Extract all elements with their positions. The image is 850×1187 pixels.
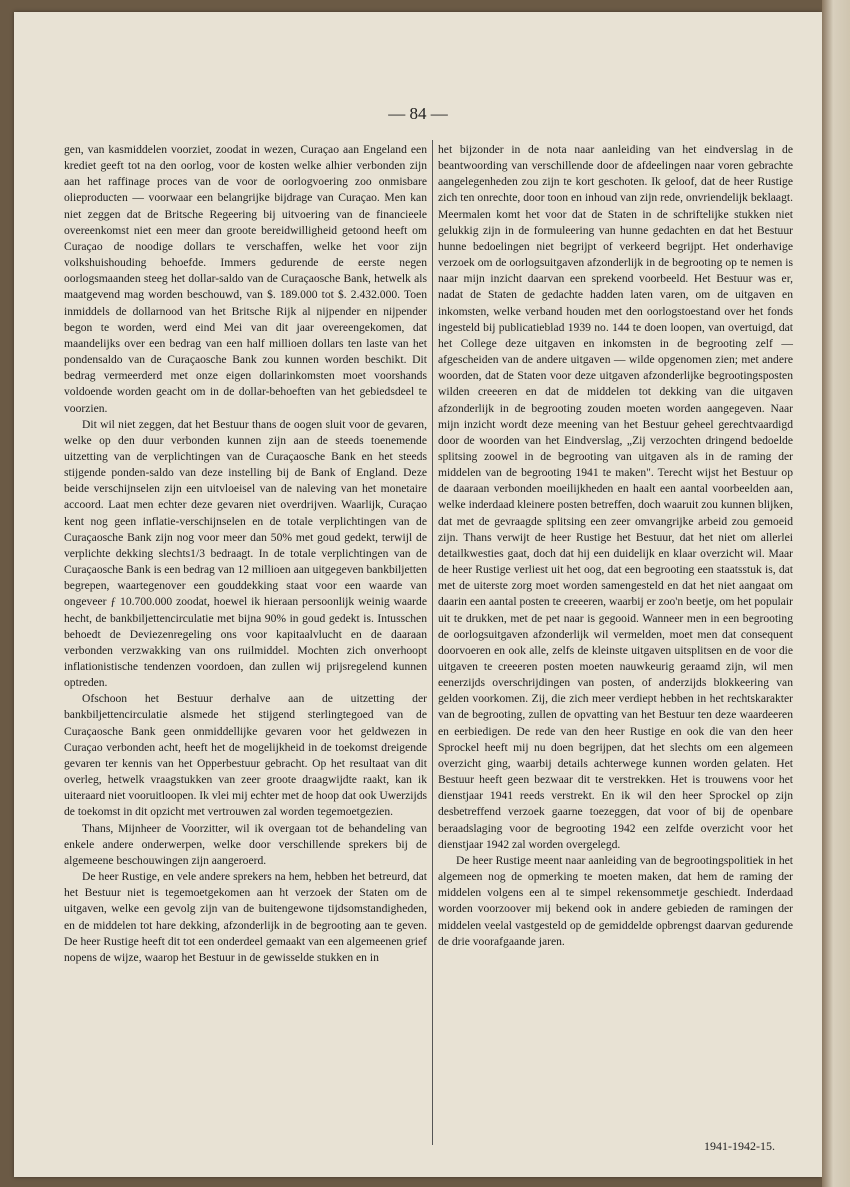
document-page (14, 12, 822, 1177)
paragraph: Ofschoon het Bestuur derhalve aan de uitzetting der bankbiljettencirculatie alsmede het stijgend sterlingtegoed van de Curaçaosche Bank geen onmiddellijke gevaren voor het geldwezen in Curaçao verbonden acht, heeft het de mogelijkheid in de toekomst dreigende gevaren ter kennis van het Opperbestuur gebracht. Op het resultaat van dit overleg, hetwelk vraagstukken van zeer groote draagwijdte raakt, kan ik uiteraard niet vooruitloopen. Ik vlei mij echter met de hoop dat ook Uwerzijds de toekomst in dit opzicht met vertrouwen zal worden tegemoetgezien. (64, 692, 427, 819)
paragraph: Thans, Mijnheer de Voorzitter, wil ik overgaan tot de behandeling van enkele andere onderwerpen, welke door verschillende sprekers bij de algemeene beschouwingen zijn aangeroerd. (64, 821, 427, 867)
paragraph: De heer Rustige, en vele andere sprekers na hem, hebben het betreurd, dat het Bestuur niet is tegemoetgekomen aan ht verzoek der Staten om de uitgaven, welke een gevolg zijn van de buitengewone tijdsomstandigheden, en de middelen tot hare dekking, afzonderlijk in de begrooting aan te geven. De heer Rustige heeft dit tot een onderdeel gemaakt van een algemeenen grief nopens de wijze, waarop het Bestuur in de gewisselde stukken en in (64, 870, 427, 964)
paragraph: gen, van kasmiddelen voorziet, zoodat in wezen, Curaçao aan Engeland een krediet geeft tot na den oorlog, voor de kosten welke alhier verbonden zijn aan het raffinage proces van de voor de oorlogvoering zoo onmisbare olieproducten — voorwaar een belangrijke bijdrage van Curaçao. Men kan niet zeggen dat de Britsche Regeering bij uitvoering van de financieele overeenkomst niet een meer dan groote bereidwilligheid getoond heeft om Curaçao de noodige dollars te verschaffen, welke het voor zijn volkshuishouding behoefde. Immers gedurende de eerste negen oorlogsmaanden steeg het dollar-saldo van de Curaçaosche Bank, hetwelk als maatgevend mag worden beschouwd, van $. 189.000 tot $. 2.432.000. Toen inmiddels de dollarnood van het Britsche Rijk al nijpender en nijpender begon te worden, werd eind Mei van dit jaar overeengekomen, dat maandelijks over een bedrag van een half millioen dollars ten laste van het pondensaldo van de Curaçaosche Bank zou kunnen worden beschikt. Dit bedrag vermeerderd met onze eigen dollarinkomsten moet voorshands voldoende worden geacht om in de dollar-behoeften van het gebiedsdeel te voorzien. (64, 143, 427, 415)
paragraph: De heer Rustige meent naar aanleiding van de begrootingspolitiek in het algemeen nog de opmerking te moeten maken, dat hem de raming der middelen volgens een al te simpel rekensommetje geschiedt. Inderdaad worden voorzoover mij bekend ook in andere gebieden de ramingen der middelen veelal vastgesteld op de gemiddelde opbrengst daarvan gedurende de drie voorafgaande jaren. (438, 853, 793, 948)
paragraph: Dit wil niet zeggen, dat het Bestuur thans de oogen sluit voor de gevaren, welke op den duur verbonden kunnen zijn aan de steeds toenemende uitzetting van de verplichtingen van de Curaçaosche Bank en het steeds stijgende ponden-saldo van deze instelling bij de Bank of England. Deze beide verschijnselen zijn een uitvloeisel van de naleving van het monetaire accoord. Laat men echter deze gevaren niet overdrijven. Waarlijk, Curaçao kent nog geen inflatie-verschijnselen en de totale verplichtingen van de Curaçaosche Bank zijn nog voor meer dan 50% met goud gedekt, terwijl de verplichte dekking slechts1/3 bedraagt. In de totale verplichtingen van de Curaçaosche Bank is een bedrag van 12 millioen aan uitgegeven bankbiljetten begrepen, waartegenover een gouddekking staat voor een waarde van ongeveer ƒ 10.700.000 zoodat, hoewel ik hieraan persoonlijk weinig waarde hecht, de bankbiljettencirculatie met bijna 90% in goud gedekt is. Intusschen behoedt de Deviezenregeling ons voor kapitaalvlucht en de daaraan verbonden verzwakking van ons ruilmiddel. Mochten zich onverhoopt inflationistische tendenzen voordoen, dan zullen wij prijsregelend kunnen optreden. (64, 417, 427, 690)
page-number: — 84 — (388, 104, 448, 123)
left-column (64, 142, 427, 966)
paragraph: het bijzonder in de nota naar aanleiding van het eindverslag in de beantwoording van verschillende door de afdeelingen naar voren gebrachte aangelegenheden zou zijn te kort geschoten. Ik geloof, dat de heer Rustige zich ten onrechte, door toon en inhoud van zijn rede, onvriendelijk beklaagt. Meermalen komt het voor dat de Staten in de schriftelijke stukken niet gelukkig zijn in de formuleering van hunne gedachten en dat het Bestuur hunne bedoelingen niet begrijpt of verkeerd begrijpt. Het onderhavige verzoek om de oorlogsuitgaven afzonderlijk in de begrooting op te nemen is naar mijn inzicht daarvan een sprekend voorbeeld. Het Bestuur was er, nadat de Staten de gedachte hadden laten varen, om de uitgaven en inkomsten, welke verband houden met den oorlogstoestand over het fonds ingesteld bij publicatieblad 1939 no. 144 te doen loopen, van overtuigd, dat het College deze uitgaven en inkomsten in de begrooting zelf —afgescheiden van de andere uitgaven — wilde opgenomen zien; met andere woorden, dat de Staten voor deze uitgaven afzonderlijke begrootingsposten wilden creeeren en dat de middelen tot dekking van die uitgaven afzonderlijk in de begrooting zouden moeten worden aangegeven. Naar mijn inzicht wordt deze meening van het Bestuur geheel gerechtvaardigd door de woorden van het Eindverslag, „Zij verzochten dringend bedoelde splitsing zoowel in de begrooting van uitgaven als in de raming der middelen van de begrooting 1941 te maken". Terecht wijst het Bestuur op de daaraan verbonden moeilijkheden en haalt een aantal voorbeelden aan, welke inderdaad kleinere posten betreffen, doch waaruit zou kunnen blijken, dat met de gevraagde splitsing een zeer omvangrijke arbeid zou gemoeid zijn. Thans verwijt de heer Rustige het Bestuur, dat het niet om allerlei detailkwesties gaat, doch dat hij een duidelijk en klaar overzicht wil. Maar de heer Rustige verliest uit het oog, dat een begrooting een staatsstuk is, dat met de uiterste zorg moet worden samengesteld en dat het niet aangaat om daarin een aantal posten te creeeren, waarbij er zoo'n beetje, om het populair uit te drukken, met de pet naar is gegooid. Wanneer men in een begrooting de oorlogsuitgaven afzonderlijk wil vermelden, moet men dat consequent doorvoeren en ook alle, zelfs de kleinste uitgaven uitsplitsen en de voor die uitgaven te creeeren posten moeten nauwkeurig geraamd zijn, wil men eenerzijds overschrijdingen van posten, of anderzijds blokkeering van gelden voorkomen. Zij, die zich meer verdiept hebben in het rechtskarakter van de begrooting, zullen de opvatting van het Bestuur ten deze waardeeren en eerbiedigen. De rede van den heer Rustige en ook die van den heer Sprockel heeft mij nu doen begrijpen, dat het slechts om een algemeen overzicht ging, waarbij details achterwege kunnen worden gelaten. Het Bestuur heeft geen bezwaar dit te verstrekken. Het is trouwens voor het dienstjaar 1941 reeds verstrekt. En ik wil den heer Sprockel op zijn desbetreffend verzoek gaarne toezeggen, dat voor of bij de openbare beraadslaging voor de begrooting 1942 een zelfde overzicht voor het dienstjaar 1942 zal worden overgelegd. (438, 143, 793, 851)
page-edge (822, 0, 850, 1187)
right-column (438, 142, 793, 950)
column-divider (432, 140, 433, 1145)
document-reference: 1941-1942-15. (704, 1139, 775, 1153)
